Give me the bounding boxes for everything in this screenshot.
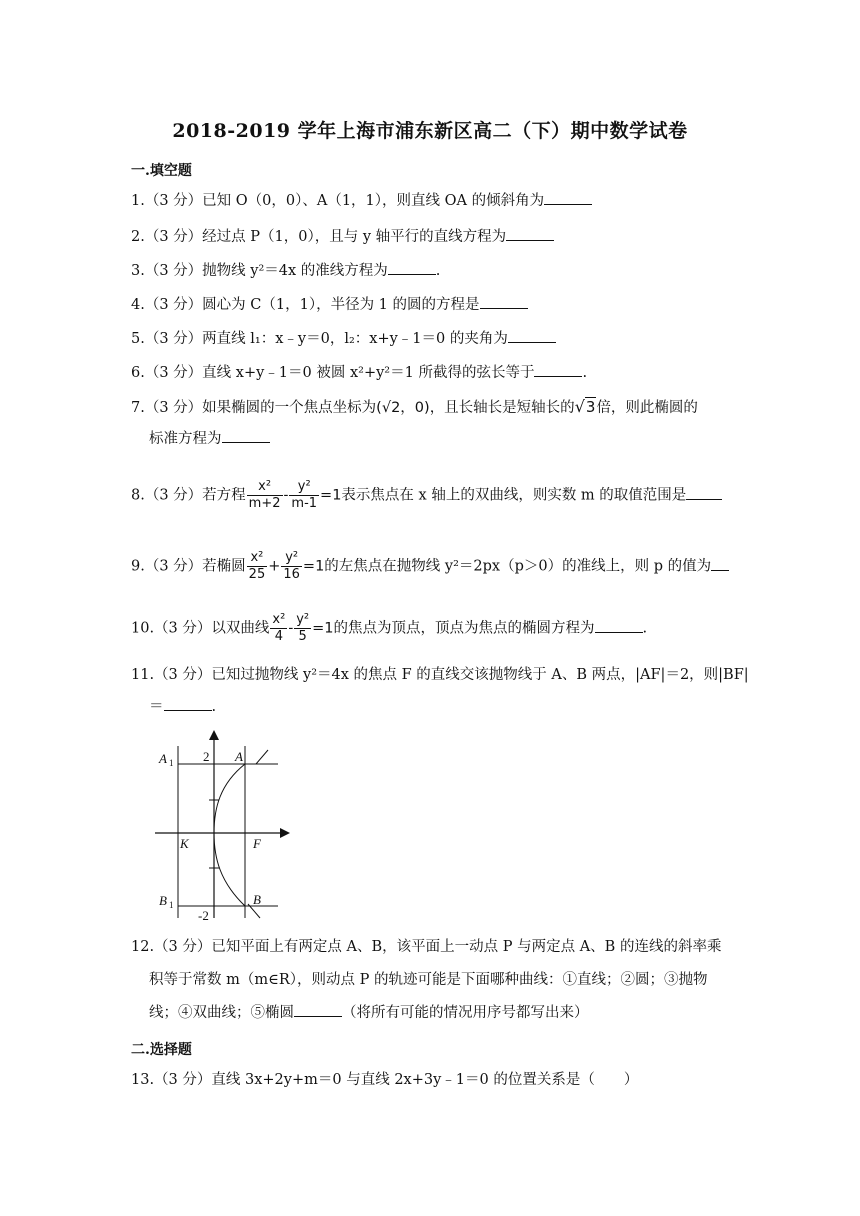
answer-blank [595,620,643,633]
question-11-continued: ＝ . [149,699,217,715]
question-4: 4.（3 分）圆心为 C（1，1），半径为 1 的圆的方程是 [131,296,528,314]
answer-blank [164,698,212,711]
section-fill-in: 一.填空题 [131,163,192,179]
x-axis-arrow [280,828,290,838]
question-6: 6.（3 分）直线 x+y﹣1＝0 被圆 x²+y²＝1 所截得的弦长等于 . [131,365,588,381]
focus-point: (√2，0) [376,400,430,416]
fraction: $\frac{\text{y²}}{5}$ [296,612,310,644]
answer-blank [222,430,270,443]
question-12-line2: 积等于常数 m（m∈R），则动点 P 的轨迹可能是下面哪种曲线：①直线；②圆；③抛物 [149,972,708,988]
fraction: $\frac{\text{y²}}{16}$ [283,550,300,582]
question-12: 12.（3 分）已知平面上有两定点 A、B，该平面上一动点 P 与两定点 A、B 的连线的斜率乘 [131,939,722,955]
answer-blank [544,192,592,205]
question-7-continued: 标准方程为 [149,430,270,448]
fraction: $\frac{\text{x²}}{25}$ [248,550,266,582]
label-b: B [253,892,261,907]
page-title: 2018-2019 学年上海市浦东新区高二（下）期中数学试卷 [172,120,688,142]
question-13: 13.（3 分）直线 3x+2y+m＝0 与直线 2x+3y﹣1＝0 的位置关系是（ ） [131,1072,639,1088]
label-a1: A [159,751,167,766]
answer-blank [534,364,582,377]
answer-blank [294,1004,342,1017]
question-3: 3.（3 分）抛物线 y²＝4x 的准线方程为 . [131,263,441,279]
question-10: 10.（3 分）以双曲线 $\frac{\text{x²}}{4}$ - $\frac{\text{y²}}{5}$ =1的焦点为顶点，顶点为焦点的椭圆方程为 . [131,612,648,644]
answer-blank [480,296,528,309]
question-7: 7.（3 分）如果椭圆的一个焦点坐标为(√2，0)，且长轴长是短轴长的√3倍，则此椭圆的 [131,397,698,416]
label-b1-sub: 1 [169,900,174,910]
answer-blank [508,330,556,343]
answer-blank [506,228,554,241]
parabola-figure [150,728,295,923]
question-11: 11.（3 分）已知过抛物线 y²＝4x 的焦点 F 的直线交该抛物线于 A、B 两点，|AF|＝2，则|BF| [131,667,749,683]
question-9: 9.（3 分）若椭圆 $\frac{\text{x²}}{25}$ + $\frac{\text{y²}}{16}$ =1的左焦点在抛物线 y²＝2px（p＞0）的准线上，则 p 的值为 [131,550,729,583]
fraction: $\frac{\text{x²}}{4}$ [272,612,286,644]
label-b1: B [159,893,167,908]
question-2: 2.（3 分）经过点 P（1，0），且与 y 轴平行的直线方程为 [131,228,554,246]
answer-blank [711,558,729,571]
y-axis-arrow [209,730,219,740]
focal-chord [256,750,268,764]
answer-blank [388,262,436,275]
question-1: 1.（3 分）已知 O（0，0）、A（1，1），则直线 OA 的倾斜角为 [131,192,592,210]
question-12-line3: 线；④双曲线；⑤椭圆 （将所有可能的情况用序号都写出来） [149,1005,589,1021]
answer-blank [686,487,722,500]
sqrt-3: √3 [574,397,596,416]
question-5: 5.（3 分）两直线 l₁：x﹣y＝0，l₂：x+y﹣1＝0 的夹角为 [131,330,556,348]
label-k: K [180,836,189,851]
fraction: $\frac{\text{y²}}{m-1}$ [291,479,318,511]
label-top-2: 2 [203,749,210,764]
fraction: $\frac{\text{x²}}{m+2}$ [248,479,281,511]
question-8: 8.（3 分）若方程 $\frac{\text{x²}}{m+2}$ - $\frac{\text{y²}}{m-1}$ =1表示焦点在 x 轴上的双曲线，则实数 m 的取值范围是 [131,479,722,512]
parabola-curve [214,764,245,906]
label-a: A [235,749,243,764]
label-bottom-neg2: -2 [198,908,209,923]
label-a1-sub: 1 [169,758,174,768]
label-f: F [253,836,261,851]
section-choice: 二.选择题 [131,1042,192,1058]
